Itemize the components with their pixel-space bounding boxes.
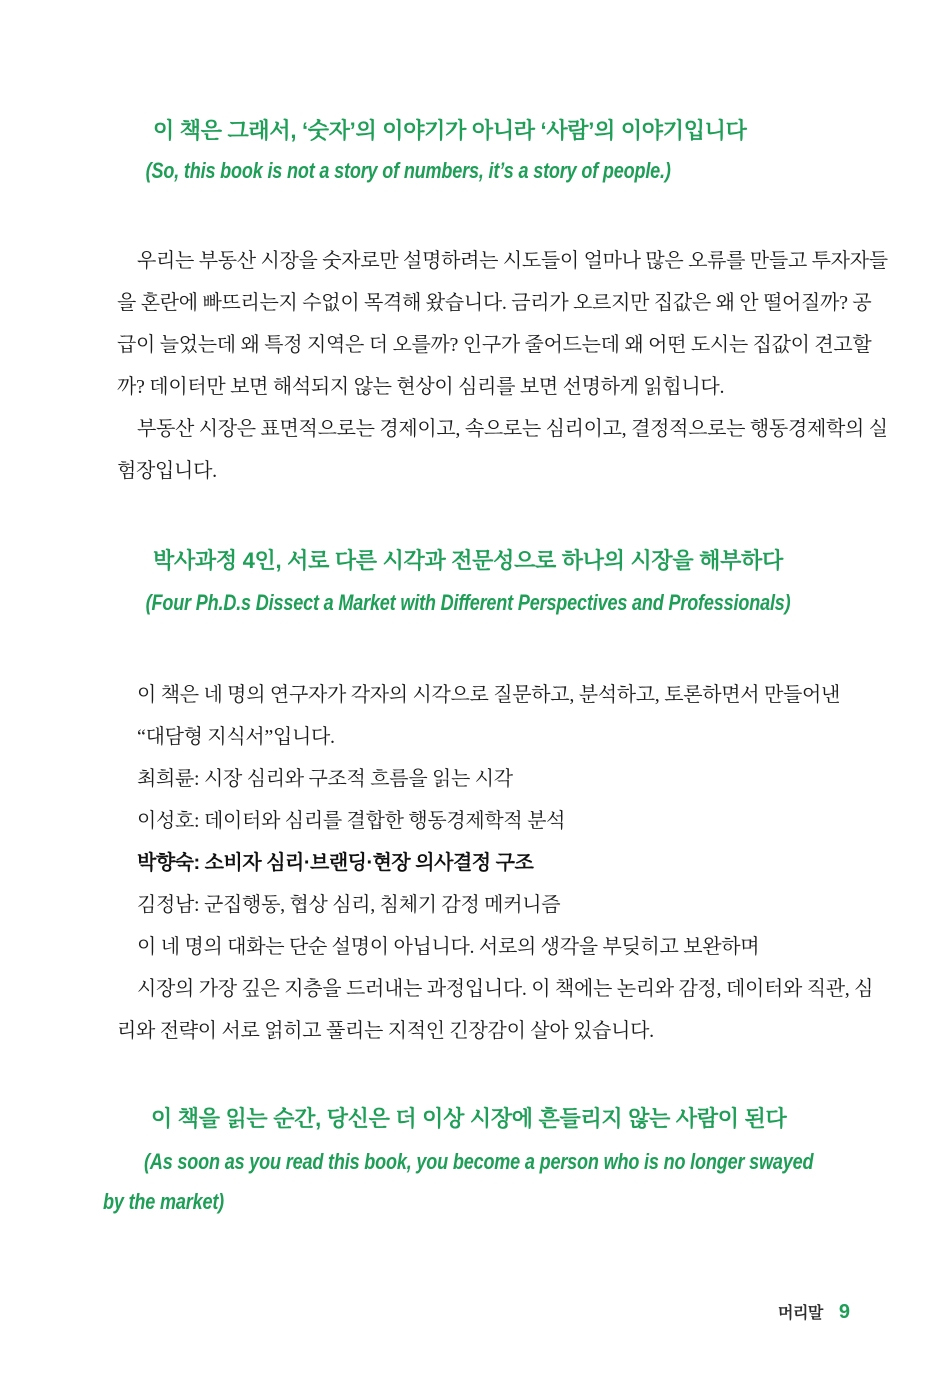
subtitle-line: by the market) [103,1189,225,1214]
body-line-author-kim: 김정남: 군집행동, 협상 심리, 침체기 감정 메커니즘 [137,894,561,916]
body-line-author-lee: 이성호: 데이터와 심리를 결합한 행동경제학적 분석 [137,810,566,832]
body-line: 급이 늘었는데 왜 특정 지역은 더 오를까? 인구가 줄어드는데 왜 어떤 도시는 집값이 견고할 [117,334,872,356]
body-line-author-choi: 최희륜: 시장 심리와 구조적 흐름을 읽는 시각 [137,768,513,790]
section-heading-ko: 이 책은 그래서, ‘숫자’의 이야기가 아니라 ‘사람’의 이야기입니다 [153,118,747,143]
section-heading-ko: 박사과정 4인, 서로 다른 시각과 전문성으로 하나의 시장을 해부하다 [153,548,783,573]
body-line: 이 네 명의 대화는 단순 설명이 아닙니다. 서로의 생각을 부딪히고 보완하며 [137,936,760,958]
subtitle-line: (As soon as you read this book, you become a person who is no longer swayed [144,1149,814,1174]
body-line: 을 혼란에 빠뜨리는지 수없이 목격해 왔습니다. 금리가 오르지만 집값은 왜 안 떨어질까? 공 [117,292,872,314]
section-no-longer-swayed [103,1102,850,1222]
section-numbers-vs-people [103,114,888,492]
page-footer [778,1300,850,1324]
paragraph [103,674,874,1052]
body-line: 우리는 부동산 시장을 숫자로만 설명하려는 시도들이 얼마나 많은 오류를 만들고 투자자들 [137,250,888,272]
section-subtitle-en: (So, this book is not a story of numbers, it’s a story of people.) [145,158,671,183]
body-line: 부동산 시장은 표면적으로는 경제이고, 속으로는 심리이고, 결정적으로는 행동경제학의 실 [137,418,888,440]
page-number: 9 [838,1301,850,1323]
section-subtitle-en: (Four Ph.D.s Dissect a Market with Different Perspectives and Professionals) [145,590,791,615]
body-line: 험장입니다. [117,460,217,482]
section-subtitle-en [103,1142,850,1222]
section-heading-ko: 이 책을 읽는 순간, 당신은 더 이상 시장에 흔들리지 않는 사람이 된다 [151,1106,787,1131]
body-line: 이 책은 네 명의 연구자가 각자의 시각으로 질문하고, 분석하고, 토론하면서 만들어낸 [137,684,841,706]
section-four-phds [103,544,874,1052]
body-line: 리와 전략이 서로 얽히고 풀리는 지적인 긴장감이 살아 있습니다. [117,1020,654,1042]
body-line-author-park-bold: 박향숙: 소비자 심리·브랜딩·현장 의사결정 구조 [137,852,534,874]
body-line: 시장의 가장 깊은 지층을 드러내는 과정입니다. 이 책에는 논리와 감정, 데이터와 직관, 심 [137,978,874,1000]
paragraph [103,240,888,492]
body-line: “대담형 지식서”입니다. [137,726,335,748]
body-line: 까? 데이터만 보면 해석되지 않는 현상이 심리를 보면 선명하게 읽힙니다. [117,376,725,398]
footer-section-label: 머리말 [778,1305,823,1322]
